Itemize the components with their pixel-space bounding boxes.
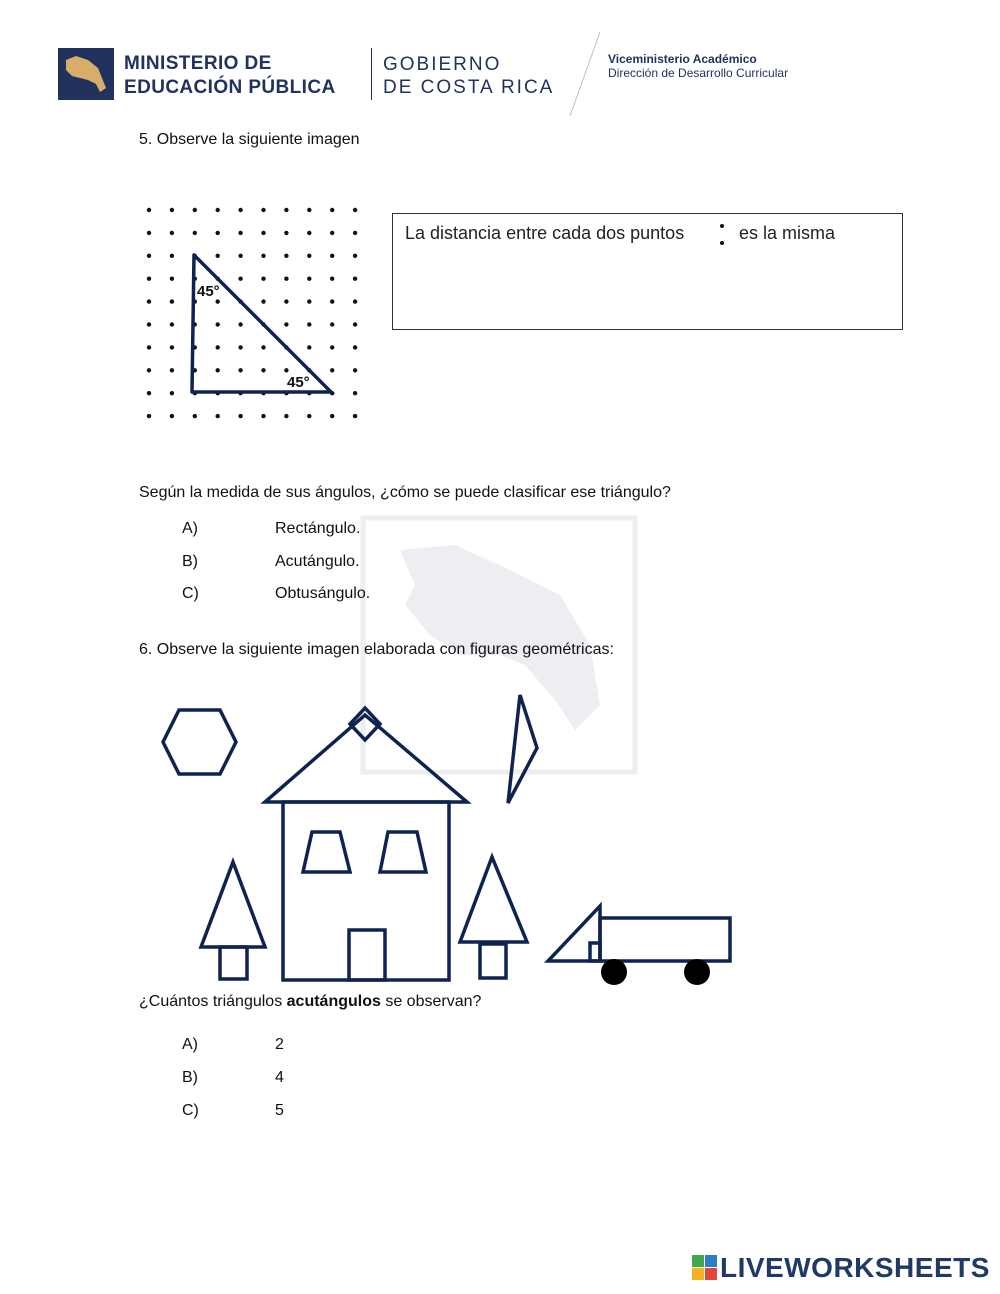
truck-wheel-front xyxy=(601,959,627,985)
liveworksheets-brand[interactable]: LIVEWORKSHEETS xyxy=(720,1252,990,1283)
grid-dot xyxy=(261,277,265,281)
grid-dot xyxy=(307,345,311,349)
grid-dot xyxy=(284,414,288,418)
grid-dot xyxy=(238,345,242,349)
grid-dot xyxy=(353,299,357,303)
vice-subtitle: Dirección de Desarrollo Curricular xyxy=(608,66,789,80)
grid-dot xyxy=(284,208,288,212)
grid-dot xyxy=(238,322,242,326)
grid-dot xyxy=(193,208,197,212)
grid-dot xyxy=(238,368,242,372)
grid-dot xyxy=(353,368,357,372)
grid-dot xyxy=(307,299,311,303)
grid-dot xyxy=(216,368,220,372)
grid-dot xyxy=(284,231,288,235)
ministry-name xyxy=(124,52,336,100)
grid-dot xyxy=(170,368,174,372)
grid-dot xyxy=(330,299,334,303)
grid-dot xyxy=(147,414,151,418)
grid-dot xyxy=(353,231,357,235)
grid-dot xyxy=(147,254,151,258)
distance-note-text-a: La distancia entre cada dos puntos xyxy=(405,223,685,243)
grid-dot xyxy=(307,231,311,235)
angle-label-top: 45° xyxy=(197,283,220,300)
grid-dot xyxy=(170,391,174,395)
grid-dot xyxy=(170,277,174,281)
grid-dot xyxy=(330,208,334,212)
grid-dot xyxy=(261,345,265,349)
grid-dot xyxy=(330,231,334,235)
vice-ministry xyxy=(608,52,788,80)
gov-line1: GOBIERNO xyxy=(383,54,502,75)
q5-question: Según la medida de sus ángulos, ¿cómo se puede clasificar ese triángulo? xyxy=(139,484,671,501)
grid-dot xyxy=(353,414,357,418)
dot-grid-figure xyxy=(140,200,365,425)
grid-dot xyxy=(238,414,242,418)
grid-dot xyxy=(147,277,151,281)
distance-note-text-b: es la misma xyxy=(739,223,836,243)
grid-dot xyxy=(216,299,220,303)
q6-option-c-letter[interactable]: C) xyxy=(182,1102,199,1119)
grid-dot xyxy=(261,299,265,303)
grid-dot xyxy=(261,231,265,235)
grid-dot xyxy=(353,208,357,212)
q6-option-b-text[interactable]: 4 xyxy=(275,1069,284,1086)
q6-question-post: se observan? xyxy=(380,993,482,1010)
grid-dot xyxy=(147,368,151,372)
ministry-line2: EDUCACIÓN PÚBLICA xyxy=(124,77,336,98)
grid-dot xyxy=(147,299,151,303)
grid-dot xyxy=(147,208,151,212)
grid-dot xyxy=(261,414,265,418)
vice-title: Viceministerio Académico xyxy=(608,52,757,66)
grid-dot xyxy=(330,345,334,349)
grid-dot xyxy=(238,208,242,212)
house-door xyxy=(349,930,385,980)
truck-body xyxy=(600,918,730,961)
grid-dot xyxy=(307,414,311,418)
q6-option-a-letter[interactable]: A) xyxy=(182,1036,198,1053)
grid-dot xyxy=(216,254,220,258)
grid-dot xyxy=(170,345,174,349)
grid-dot xyxy=(353,322,357,326)
grid-dot xyxy=(170,299,174,303)
window-right xyxy=(380,832,426,872)
roof-triangle xyxy=(265,715,467,802)
ministry-logo xyxy=(58,48,114,100)
tree-right-triangle xyxy=(460,857,527,942)
q5-option-b-text[interactable]: Acutángulo. xyxy=(275,553,360,570)
grid-dot xyxy=(307,254,311,258)
q6-option-a-text[interactable]: 2 xyxy=(275,1036,284,1053)
angle-label-bottom: 45° xyxy=(287,374,310,391)
q5-option-a-text[interactable]: Rectángulo. xyxy=(275,520,361,537)
q6-option-c-text[interactable]: 5 xyxy=(275,1102,284,1119)
grid-dot xyxy=(330,254,334,258)
grid-dot xyxy=(216,322,220,326)
government-name xyxy=(383,53,554,99)
truck-cab-triangle xyxy=(548,906,600,961)
grid-dot xyxy=(238,231,242,235)
grid-dot xyxy=(170,414,174,418)
grid-dot xyxy=(193,231,197,235)
grid-dot xyxy=(170,254,174,258)
grid-dot xyxy=(307,208,311,212)
q6-question xyxy=(139,992,481,1012)
grid-dot xyxy=(216,208,220,212)
ministry-line1: MINISTERIO DE xyxy=(124,53,272,74)
dot-symbol-top xyxy=(720,224,724,228)
grid-dot xyxy=(330,368,334,372)
grid-dot xyxy=(216,345,220,349)
grid-dot xyxy=(170,231,174,235)
grid-dot xyxy=(353,391,357,395)
grid-dot xyxy=(261,254,265,258)
truck-wheel-rear xyxy=(684,959,710,985)
geometric-scene xyxy=(150,680,750,990)
grid-dot xyxy=(330,414,334,418)
grid-dot xyxy=(147,391,151,395)
grid-dot xyxy=(284,277,288,281)
gov-line2: DE COSTA RICA xyxy=(383,77,555,98)
grid-dot xyxy=(353,254,357,258)
grid-dot xyxy=(261,208,265,212)
grid-dot xyxy=(216,231,220,235)
grid-dot xyxy=(330,277,334,281)
q6-question-pre: ¿Cuántos triángulos xyxy=(139,993,287,1010)
grid-dot xyxy=(193,414,197,418)
grid-dot xyxy=(284,322,288,326)
grid-dot xyxy=(284,299,288,303)
grid-dot xyxy=(353,345,357,349)
house-body xyxy=(283,802,449,980)
window-left xyxy=(303,832,350,872)
tree-left-triangle xyxy=(201,862,265,947)
hexagon-shape xyxy=(163,710,236,774)
grid-dot xyxy=(170,208,174,212)
q5-prompt: 5. Observe la siguiente imagen xyxy=(139,131,360,148)
header-slash-divider xyxy=(565,30,605,120)
q5-option-a-letter[interactable]: A) xyxy=(182,520,198,537)
grid-dot xyxy=(147,322,151,326)
tree-right-trunk xyxy=(480,944,506,978)
grid-dot xyxy=(284,368,288,372)
grid-dot xyxy=(353,277,357,281)
grid-dot xyxy=(238,277,242,281)
header-divider xyxy=(371,48,372,100)
grid-dot xyxy=(307,277,311,281)
grid-dot xyxy=(330,322,334,326)
grid-dot xyxy=(261,368,265,372)
q5-option-c-letter[interactable]: C) xyxy=(182,585,199,602)
grid-dot xyxy=(238,254,242,258)
grid-dot xyxy=(147,345,151,349)
thin-triangle xyxy=(508,695,537,803)
q6-option-b-letter[interactable]: B) xyxy=(182,1069,198,1086)
q6-prompt: 6. Observe la siguiente imagen elaborada con figuras geométricas: xyxy=(139,641,614,658)
grid-dot xyxy=(216,414,220,418)
grid-dot xyxy=(307,322,311,326)
grid-dot xyxy=(284,254,288,258)
grid-dot xyxy=(147,231,151,235)
dot-symbol-bottom xyxy=(720,241,724,245)
q5-option-c-text[interactable]: Obtusángulo. xyxy=(275,585,371,602)
q6-question-bold: acutángulos xyxy=(286,993,381,1010)
q5-option-b-letter[interactable]: B) xyxy=(182,553,198,570)
tree-left-trunk xyxy=(220,947,247,979)
liveworksheets-logo-icon xyxy=(692,1255,718,1281)
grid-dot xyxy=(170,322,174,326)
